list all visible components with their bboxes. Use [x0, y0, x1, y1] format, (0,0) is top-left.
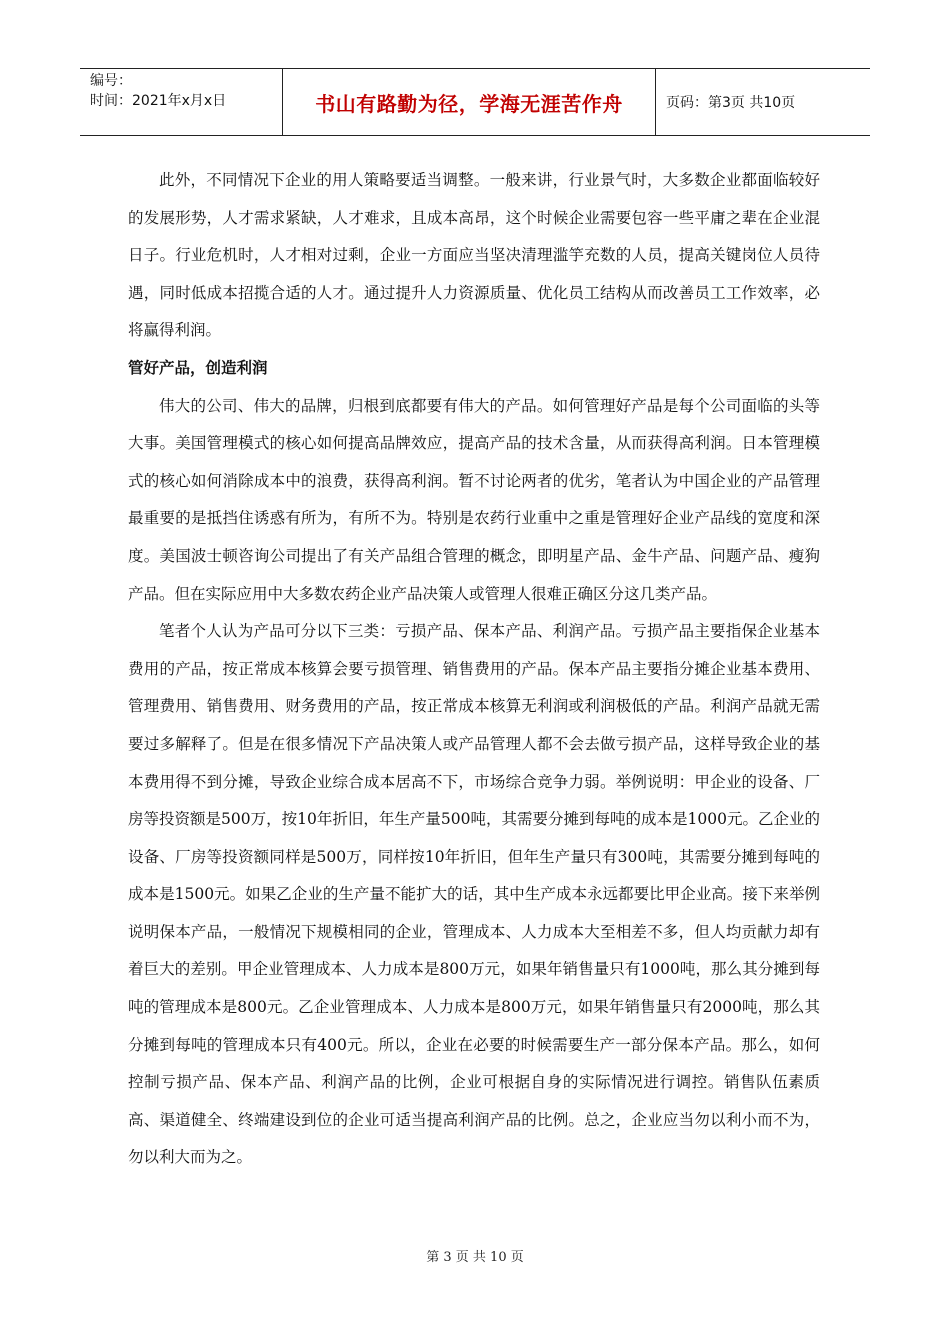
body-paragraph: 此外，不同情况下企业的用人策略要适当调整。一般来讲，行业景气时，大多数企业都面临较好的发展形势，人才需求紧缺，人才难求，且成本高昂，这个时候企业需要包容一些平庸之辈在企业混日子。行业危机时，人才相对过剩，企业一方面应当坚决清理滥竽充数的人员，提高关键岗位人员待遇，同时低成本招揽合适的人才。通过提升人力资源质量、优化员工结构从而改善员工工作效率，必将赢得利润。 — [128, 171, 820, 340]
section-heading: 管好产品，创造利润 — [128, 358, 268, 377]
body-paragraph: 笔者个人认为产品可分以下三类：亏损产品、保本产品、利润产品。亏损产品主要指保企业基本费用的产品，按正常成本核算会要亏损管理、销售费用的产品。保本产品主要指分摊企业基本费用、管理费用、销售费用、财务费用的产品，按正常成本核算无利润或利润极低的产品。利润产品就无需要过多解释了。但是在很多情况下产品决策人或产品管理人都不会去做亏损产品，这样导致企业的基本费用得不到分摊，导致企业综合成本居高不下，市场综合竞争力弱。举例说明：甲企业的设备、厂房等投资额是500万，按10年折旧，年生产量500吨，其需要分摊到每吨的成本是1000元。乙企业的设备、厂房等投资额同样是500万，同样按10年折旧，但年生产量只有300吨，其需要分摊到每吨的成本是1500元。如果乙企业的生产量不能扩大的话，其中生产成本永远都要比甲企业高。接下来举例说明保本产品，一般情况下规模相同的企业，管理成本、人力成本大至相差不多，但人均贡献力却有着巨大的差别。甲企业管理成本、人力成本是800万元，如果年销售量只有1000吨，那么其分摊到每吨的管理成本是800元。乙企业管理成本、人力成本是800万元，如果年销售量只有2000吨，那么其分摊到每吨的管理成本只有400元。所以，企业在必要的时候需要生产一部分保本产品。那么，如何控制亏损产品、保本产品、利润产品的比例，企业可根据自身的实际情况进行调控。销售队伍素质高、渠道健全、终端建设到位的企业可适当提高利润产品的比例。总之，企业应当勿以利小而不为，勿以利大而为之。 — [128, 622, 820, 1167]
header-motto: 书山有路勤为径，学海无涯苦作舟 — [282, 69, 656, 135]
header-date-label: 时间：2021年x月x日 — [90, 93, 227, 109]
page-footer: 第 3 页 共 10 页 — [426, 1250, 524, 1265]
document-body — [128, 162, 820, 1177]
header-number-label: 编号： — [90, 73, 132, 89]
header-meta — [80, 69, 282, 135]
body-paragraph: 伟大的公司、伟大的品牌，归根到底都要有伟大的产品。如何管理好产品是每个公司面临的头等大事。美国管理模式的核心如何提高品牌效应，提高产品的技术含量，从而获得高利润。日本管理模式的核心如何消除成本中的浪费，获得高利润。暂不讨论两者的优劣，笔者认为中国企业的产品管理最重要的是抵挡住诱惑有所为，有所不为。特别是农药行业重中之重是管理好企业产品线的宽度和深度。美国波士顿咨询公司提出了有关产品组合管理的概念，即明星产品、金牛产品、问题产品、瘦狗产品。但在实际应用中大多数农药企业产品决策人或管理人很难正确区分这几类产品。 — [128, 396, 820, 603]
header-page-info: 页码：第3页 共10页 — [666, 95, 796, 111]
page-header — [80, 68, 870, 136]
